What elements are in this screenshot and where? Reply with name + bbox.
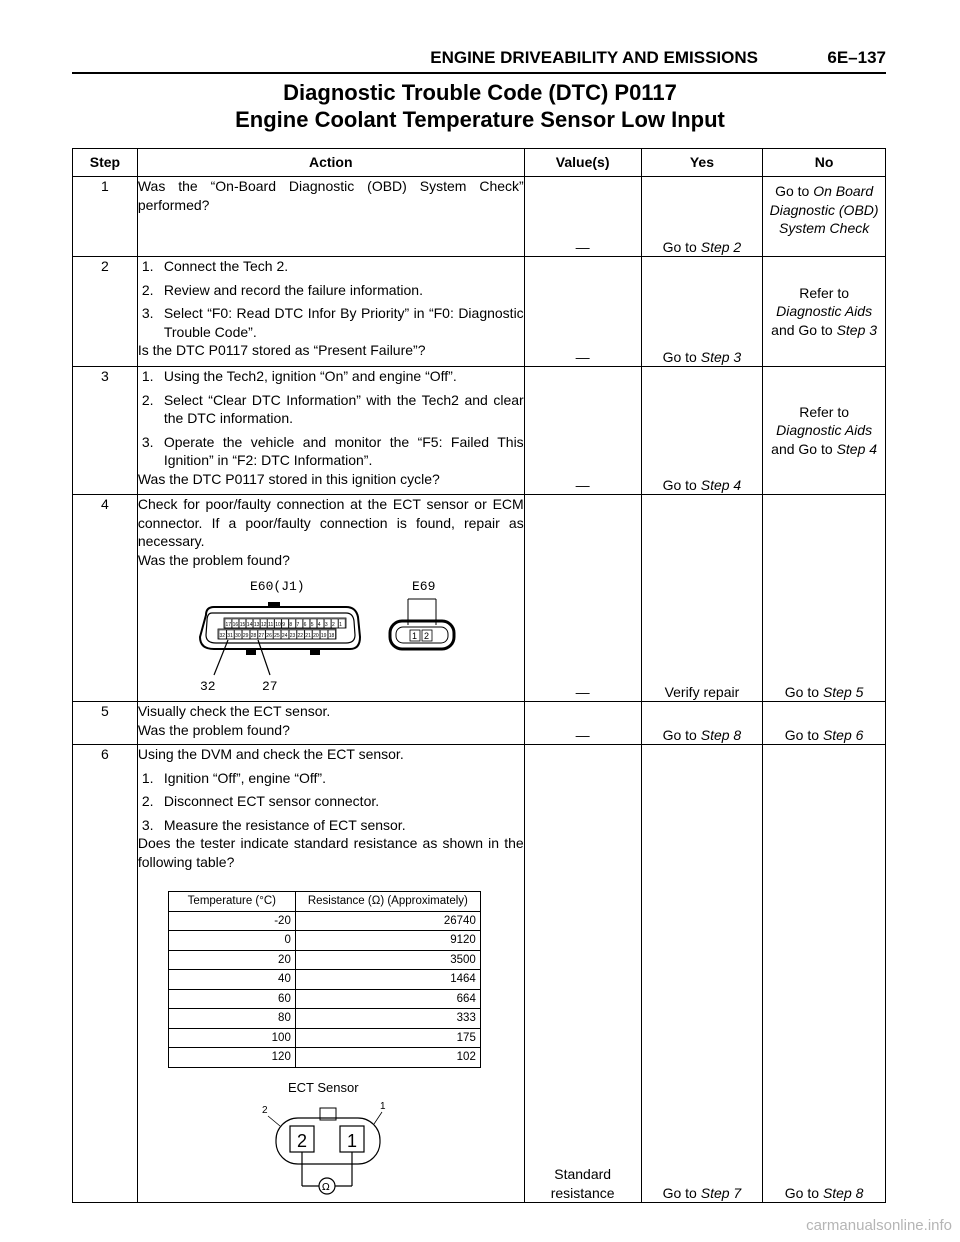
yes-cell: Go to Step 3 [641, 257, 763, 367]
yes-link[interactable]: Step 3 [700, 348, 742, 365]
connector-pin-label: 23 [289, 633, 296, 639]
question-text: Does the tester indicate standard resistance as shown in the following table? [137, 835, 524, 870]
connector-pin-label: 4 [317, 622, 321, 628]
value-cell: — [524, 367, 641, 495]
resistance-table [168, 891, 481, 1068]
no-cell: Go to Step 5 [763, 495, 886, 702]
ect-callout-2: 2 [261, 1104, 268, 1116]
action-cell [137, 257, 524, 367]
list-item: 2. Disconnect ECT sensor connector. [141, 793, 380, 809]
e69-pin-2: 2 [423, 631, 429, 641]
header-temperature: Temperature (°C) [168, 892, 295, 912]
pin-row-bottom [219, 630, 335, 639]
no-prefix: Go to [775, 183, 814, 199]
step-number: 3 [73, 367, 138, 495]
resistance-value: 175 [295, 1028, 480, 1048]
list-item: 1. Ignition “Off”, engine “Off”. [141, 769, 326, 786]
question-text: Was the problem found? [137, 721, 290, 738]
action-text: Visually check the ECT sensor. [137, 703, 331, 719]
yes-cell: Go to Step 7 [641, 745, 763, 1203]
e69-connector-icon [390, 599, 454, 649]
list-item: 3. Operate the vehicle and monitor the “F5: Failed This Ignition” in “F2: DTC Information”. [141, 433, 524, 468]
no-link-aids[interactable]: Diagnostic Aids [776, 422, 873, 439]
e69-pin-1: 1 [411, 631, 417, 641]
no-link-step[interactable]: Step 3 [836, 321, 878, 338]
list-item: 2. Review and record the failure information. [141, 281, 423, 298]
col-no: No [763, 149, 886, 177]
no-cell: Go to Step 8 [763, 745, 886, 1203]
temperature-value: 40 [168, 970, 295, 990]
no-cell [763, 177, 886, 257]
section-title: ENGINE DRIVEABILITY AND EMISSIONS [430, 48, 758, 67]
resistance-row [168, 970, 480, 990]
value-cell: — [524, 177, 641, 257]
no-text: Refer to [799, 403, 850, 420]
temperature-value: 80 [168, 1009, 295, 1029]
action-cell [137, 177, 524, 257]
col-values: Value(s) [524, 149, 641, 177]
resistance-header-row [168, 892, 480, 912]
connector-pin-label: 14 [246, 622, 253, 628]
table-row [73, 745, 886, 1203]
pin-label-27: 27 [261, 679, 278, 693]
step-number: 4 [73, 495, 138, 702]
page-number: 6E–137 [827, 48, 886, 67]
connector-pin-label: 1 [338, 622, 342, 628]
resistance-value: 333 [295, 1009, 480, 1029]
connector-pin-label: 7 [296, 622, 300, 628]
substep-list [138, 769, 524, 835]
resistance-value: 1464 [295, 970, 480, 990]
list-item: 3. Select “F0: Read DTC Infor By Priority” in “F0: Diagnostic Trouble Code”. [141, 305, 524, 340]
question-text: Was the DTC P0117 stored in this ignition cycle? [137, 470, 440, 487]
connector-pin-label: 26 [266, 633, 272, 639]
connector-pin-label: 25 [273, 633, 280, 639]
action-text: Using the DVM and check the ECT sensor. [137, 746, 404, 762]
resistance-row [168, 950, 480, 970]
connector-pin-label: 9 [282, 622, 285, 628]
no-link[interactable]: Step 5 [822, 683, 864, 700]
connector-pin-label: 17 [225, 622, 231, 628]
resistance-value: 3500 [295, 950, 480, 970]
yes-cell: Verify repair [641, 495, 763, 702]
connector-pin-label: 15 [239, 622, 246, 628]
connector-pin-label: 2 [331, 622, 335, 628]
resistance-value: 102 [295, 1048, 480, 1068]
pin-row-top [225, 619, 345, 628]
ect-callout-1: 1 [379, 1100, 386, 1112]
action-text: Check for poor/faulty connection at the ECT sensor or ECM connector. If a poor/faulty connection is found, repair as necessary. [137, 496, 524, 549]
table-header-row [73, 149, 886, 177]
connector-pin-label: 22 [297, 633, 303, 639]
action-cell [137, 745, 524, 1203]
connector-pin-label: 12 [260, 622, 267, 628]
no-link-aids[interactable]: Diagnostic Aids [776, 303, 873, 320]
action-cell [137, 702, 524, 745]
connector-label-e69: E69 [411, 579, 436, 594]
connector-pin-label: 8 [289, 622, 293, 628]
connector-pin-label: 10 [275, 622, 281, 628]
resistance-row [168, 1009, 480, 1029]
ohmmeter-icon [319, 1178, 335, 1194]
yes-link[interactable]: Step 4 [700, 476, 742, 493]
ect-pin-2: 2 [296, 1130, 307, 1151]
yes-cell [641, 177, 763, 257]
question-text: Was the problem found? [137, 551, 290, 568]
diagnostic-table [72, 148, 886, 1203]
page-title: Diagnostic Trouble Code (DTC) P0117 [283, 80, 677, 105]
pin-label-32: 32 [199, 679, 216, 693]
resistance-row [168, 1048, 480, 1068]
ect-sensor-label: ECT Sensor [287, 1079, 359, 1095]
value-cell: — [524, 702, 641, 745]
yes-link[interactable]: Step 2 [700, 238, 742, 255]
step-number: 6 [73, 745, 138, 1203]
yes-link[interactable]: Step 8 [700, 726, 742, 743]
watermark: carmanualsonline.info [806, 1217, 952, 1234]
connector-pin-label: 5 [310, 622, 314, 628]
action-cell [137, 367, 524, 495]
ecm-connector-icon [200, 602, 360, 655]
resistance-value: 26740 [295, 911, 480, 931]
yes-cell: Go to Step 8 [641, 702, 763, 745]
connector-pin-label: 21 [305, 633, 311, 639]
list-item: 1. Connect the Tech 2. [141, 258, 289, 274]
ohm-symbol: Ω [321, 1181, 330, 1193]
col-yes: Yes [641, 149, 763, 177]
value-cell: — [524, 257, 641, 367]
table-row [73, 367, 886, 495]
resistance-row [168, 989, 480, 1009]
temperature-value: 60 [168, 989, 295, 1009]
list-item: 2. Select “Clear DTC Information” with the Tech2 and clear the DTC information. [141, 391, 524, 426]
table-row [73, 702, 886, 745]
no-cell: Refer to Diagnostic Aids and Go to Step 4 [763, 367, 886, 495]
connector-pin-label: 11 [267, 622, 274, 628]
step-number: 5 [73, 702, 138, 745]
connector-pin-label: 3 [324, 622, 328, 628]
step-number: 1 [73, 177, 138, 257]
action-text: Was the “On-Board Diagnostic (OBD) System Check” performed? [137, 178, 524, 213]
connector-pin-label: 30 [234, 633, 241, 639]
connector-pin-label: 32 [219, 633, 225, 639]
connector-pin-label: 6 [303, 622, 307, 628]
connector-pin-label: 29 [242, 633, 249, 639]
no-link-step[interactable]: Step 4 [836, 440, 878, 457]
yes-prefix: Go to [662, 238, 701, 255]
question-text: Is the DTC P0117 stored as “Present Failure”? [137, 342, 426, 358]
ect-sensor-diagram [248, 1078, 468, 1198]
yes-cell: Go to Step 4 [641, 367, 763, 495]
temperature-value: 20 [168, 950, 295, 970]
col-step: Step [73, 149, 138, 177]
header-resistance: Resistance (Ω) (Approximately) [295, 892, 480, 912]
temperature-value: 120 [168, 1048, 295, 1068]
resistance-row [168, 911, 480, 931]
connector-pin-label: 31 [227, 633, 233, 639]
ect-sensor-icon [276, 1108, 380, 1164]
connector-pin-label: 20 [312, 633, 319, 639]
connector-diagram [190, 577, 490, 693]
no-link[interactable]: Step 8 [822, 1184, 864, 1201]
action-cell [137, 495, 524, 702]
step-number: 2 [73, 257, 138, 367]
resistance-value: 9120 [295, 931, 480, 951]
list-item: 3. Measure the resistance of ECT sensor. [141, 816, 406, 833]
table-row [73, 177, 886, 257]
table-row [73, 257, 886, 367]
table-row [73, 495, 886, 702]
no-text: Refer to [799, 284, 850, 301]
connector-pin-label: 16 [232, 622, 239, 628]
resistance-value: 664 [295, 989, 480, 1009]
connector-pin-label: 19 [320, 633, 327, 639]
no-link[interactable]: On Board Diagnostic (OBD) System Check [769, 183, 879, 236]
no-link[interactable]: Step 6 [822, 726, 864, 743]
page-subtitle: Engine Coolant Temperature Sensor Low Input [235, 107, 725, 132]
list-item: 1. Using the Tech2, ignition “On” and engine “Off”. [141, 368, 457, 384]
value-cell: Standard resistance [524, 745, 641, 1203]
temperature-value: 0 [168, 931, 295, 951]
connector-pin-label: 28 [250, 633, 257, 639]
connector-pin-label: 24 [281, 633, 288, 639]
temperature-value: 100 [168, 1028, 295, 1048]
substep-list [138, 367, 524, 470]
no-cell: Go to Step 6 [763, 702, 886, 745]
connector-pin-label: 27 [258, 633, 264, 639]
connector-pin-label: 18 [328, 633, 335, 639]
substep-list [138, 257, 524, 341]
resistance-row [168, 931, 480, 951]
yes-link[interactable]: Step 7 [700, 1184, 742, 1201]
resistance-row [168, 1028, 480, 1048]
col-action: Action [137, 149, 524, 177]
no-cell: Refer to Diagnostic Aids and Go to Step 3 [763, 257, 886, 367]
connector-pin-label: 13 [253, 622, 260, 628]
connector-label-e60: E60(J1) [249, 579, 305, 594]
page-header [72, 40, 886, 74]
value-cell: — [524, 495, 641, 702]
ect-pin-1: 1 [346, 1130, 357, 1151]
temperature-value: -20 [168, 911, 295, 931]
